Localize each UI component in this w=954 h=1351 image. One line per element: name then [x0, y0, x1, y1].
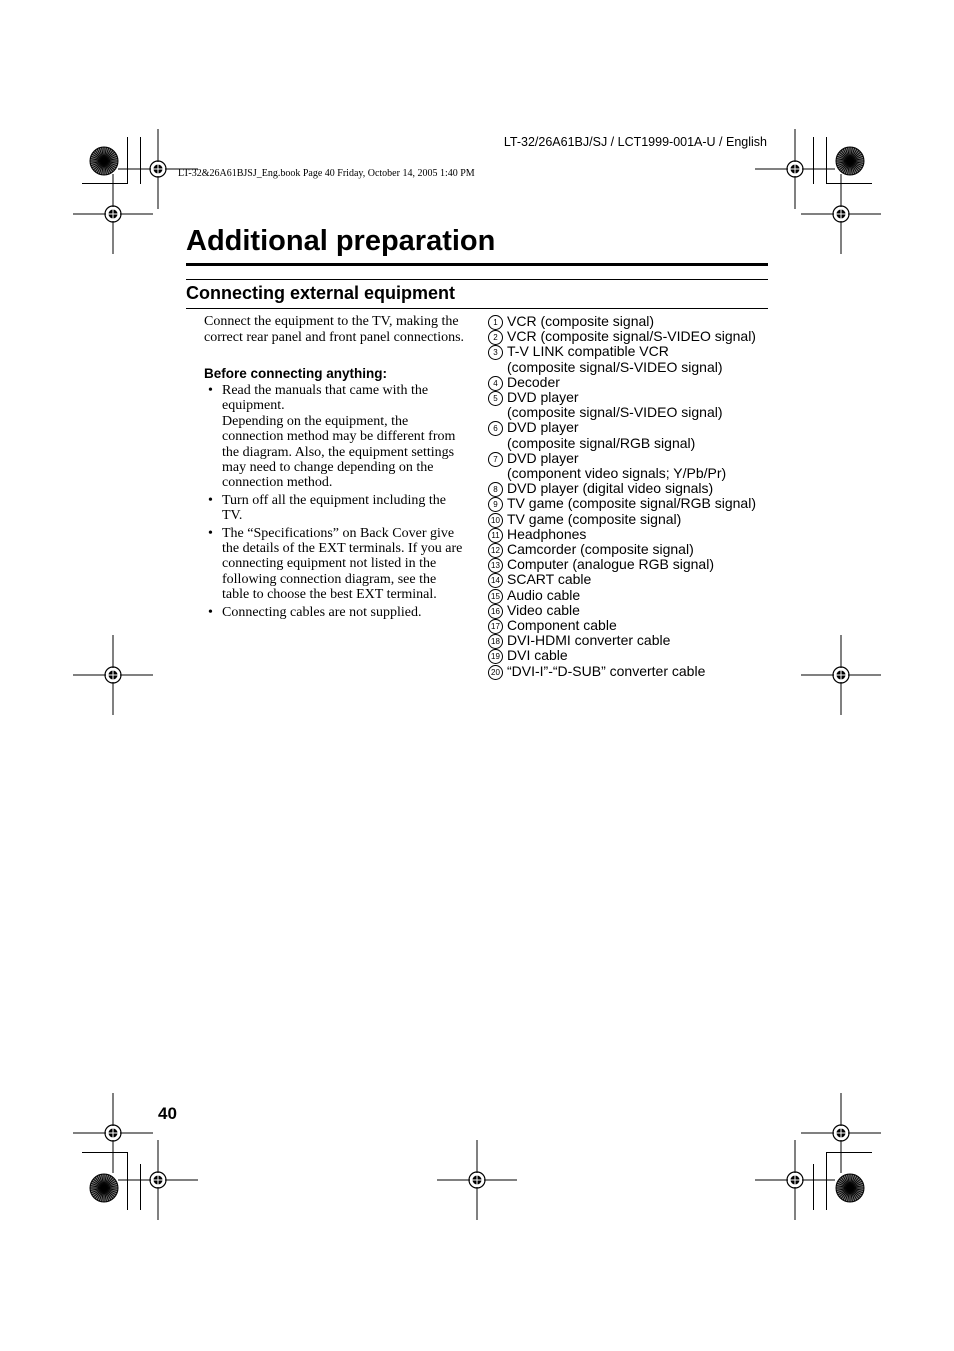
equipment-item: [487, 420, 777, 450]
circled-number: 7: [488, 452, 503, 467]
equipment-item: [487, 496, 777, 511]
equipment-item: [487, 527, 777, 542]
equipment-label: (component video signals; Y/Pb/Pr): [507, 465, 727, 482]
circled-number: 9: [488, 497, 503, 512]
circled-number: 1: [488, 315, 503, 330]
book-file-info: LT-32&26A61BJSJ_Eng.book Page 40 Friday, October 14, 2005 1:40 PM: [178, 168, 475, 179]
circled-number: 5: [488, 391, 503, 406]
equipment-label: SCART cable: [507, 571, 592, 588]
equipment-item: [487, 344, 777, 374]
circled-number: 12: [488, 543, 503, 558]
crosshair-icon: [801, 635, 881, 715]
equipment-label: DVD player: [507, 449, 579, 466]
bullet-dot: •: [208, 604, 213, 620]
crosshair-icon: [437, 1140, 517, 1220]
bullet-dot: •: [208, 525, 213, 541]
crosshair-icon: [801, 174, 881, 254]
equipment-item: [487, 572, 777, 587]
bullet-text: Read the manuals that came with the equipment.: [222, 383, 429, 414]
document-id: LT-32/26A61BJ/SJ / LCT1999-001A-U / English: [503, 135, 767, 149]
crosshair-icon: [73, 174, 153, 254]
circled-number: 15: [488, 589, 503, 604]
equipment-label: TV game (composite signal/RGB signal): [507, 495, 756, 512]
equipment-item: [487, 664, 777, 679]
circled-number: 16: [488, 604, 503, 619]
page-number: 40: [158, 1104, 177, 1123]
equipment-label: (composite signal/RGB signal): [507, 434, 696, 451]
bullet-text: Connecting cables are not supplied.: [222, 604, 422, 620]
circled-number: 19: [488, 649, 503, 664]
equipment-label: TV game (composite signal): [507, 510, 682, 527]
equipment-label: DVD player (digital video signals): [507, 480, 714, 497]
bullet-list: [204, 383, 466, 622]
equipment-item: [487, 390, 777, 420]
bullet-dot: •: [208, 492, 213, 508]
equipment-item: [487, 603, 777, 618]
rosette-icon: [89, 146, 119, 176]
bullet-item: [204, 526, 466, 603]
equipment-item: [487, 314, 777, 329]
equipment-label: Decoder: [507, 373, 560, 390]
equipment-label: Audio cable: [507, 586, 581, 603]
circled-number: 3: [488, 345, 503, 360]
equipment-list: [487, 314, 777, 679]
equipment-label: Component cable: [507, 617, 617, 634]
circled-number: 20: [488, 665, 503, 680]
circled-number: 2: [488, 330, 503, 345]
section-rule-top: [186, 279, 768, 280]
equipment-item: [487, 451, 777, 481]
bullet-text: The “Specifications” on Back Cover give the details of the EXT terminals. If you are connecting equipment not listed in the following connection diagram, see the table to choose the best EXT terminal.: [222, 525, 463, 603]
circled-number: 14: [488, 573, 503, 588]
circled-number: 8: [488, 482, 503, 497]
section-title: Connecting external equipment: [186, 283, 456, 303]
bullet-item: [204, 605, 466, 620]
equipment-label: Camcorder (composite signal): [507, 541, 694, 558]
equipment-label: (composite signal/S-VIDEO signal): [507, 404, 723, 421]
equipment-label: “DVI-I”-“D-SUB” converter cable: [507, 662, 706, 679]
circled-number: 17: [488, 619, 503, 634]
bullet-item: [204, 383, 466, 491]
equipment-label: Headphones: [507, 525, 587, 542]
equipment-item: [487, 481, 777, 496]
circled-number: 6: [488, 421, 503, 436]
circled-number: 18: [488, 634, 503, 649]
page-title: Additional preparation: [186, 225, 496, 257]
intro-paragraph: Connect the equipment to the TV, making the correct rear panel and front panel connections.: [204, 314, 465, 345]
equipment-item: [487, 542, 777, 557]
equipment-label: DVI cable: [507, 647, 568, 664]
equipment-item: [487, 512, 777, 527]
equipment-label: Computer (analogue RGB signal): [507, 556, 714, 573]
equipment-label: DVD player: [507, 419, 579, 436]
crosshair-icon: [73, 635, 153, 715]
crosshair-icon: [755, 1140, 835, 1220]
circled-number: 13: [488, 558, 503, 573]
equipment-label: VCR (composite signal): [507, 313, 655, 329]
equipment-item: [487, 588, 777, 603]
equipment-label: VCR (composite signal/S-VIDEO signal): [507, 328, 756, 345]
circled-number: 10: [488, 513, 503, 528]
equipment-item: [487, 648, 777, 663]
equipment-label: DVD player: [507, 389, 579, 406]
crosshair-icon: [118, 1140, 198, 1220]
equipment-item: [487, 618, 777, 633]
before-connecting-heading: Before connecting anything:: [204, 366, 388, 381]
equipment-label: Video cable: [507, 601, 580, 618]
rosette-icon: [835, 146, 865, 176]
equipment-item: [487, 633, 777, 648]
title-rule: [186, 263, 768, 266]
equipment-item: [487, 375, 777, 390]
equipment-label: T-V LINK compatible VCR: [507, 343, 669, 360]
bullet-item: [204, 493, 466, 524]
bullet-text: Depending on the equipment, the connection method may be different from the diagram. Also, the equipment settings may need to change depending on the connection method.: [222, 413, 456, 491]
equipment-label: DVI-HDMI converter cable: [507, 632, 671, 649]
bullet-text: Turn off all the equipment including the TV.: [222, 492, 446, 524]
equipment-item: [487, 557, 777, 572]
section-rule-bottom: [186, 308, 768, 309]
circled-number: 11: [488, 528, 503, 543]
rosette-icon: [835, 1173, 865, 1203]
equipment-label: (composite signal/S-VIDEO signal): [507, 358, 723, 375]
circled-number: 4: [488, 376, 503, 391]
equipment-item: [487, 329, 777, 344]
bullet-dot: •: [208, 383, 213, 398]
rosette-icon: [89, 1173, 119, 1203]
